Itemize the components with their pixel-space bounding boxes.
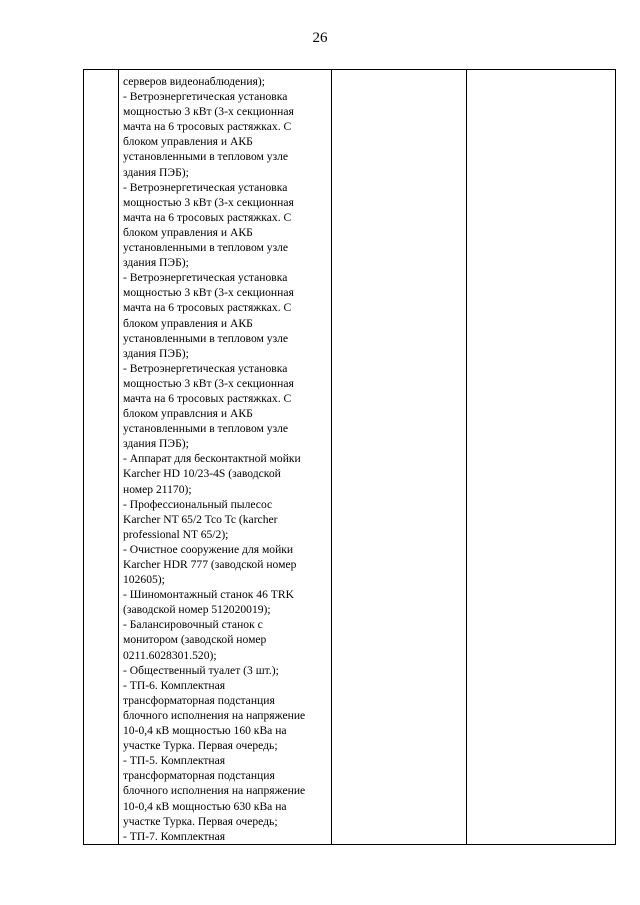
description-line: professional NT 65/2); bbox=[123, 527, 229, 541]
description-line: блоком управления и АКБ bbox=[123, 316, 253, 330]
description-line: мачта на 6 тросовых растяжках. С bbox=[123, 391, 292, 405]
description-line: Karcher NT 65/2 Tco Tc (karcher bbox=[123, 512, 278, 526]
description-cell bbox=[119, 70, 332, 845]
page-number: 26 bbox=[312, 30, 328, 46]
description-line: мачта на 6 тросовых растяжках. С bbox=[123, 210, 292, 224]
empty-cell bbox=[467, 70, 616, 845]
description-line: трансформаторная подстанция bbox=[123, 693, 275, 707]
description-line: мощностью 3 кВт (3-х секционная bbox=[123, 195, 294, 209]
description-line: - Ветроэнергетическая установка bbox=[123, 180, 288, 194]
description-line: (заводской номер 512020019); bbox=[123, 603, 271, 617]
description-line: Karcher HDR 777 (заводской номер bbox=[123, 558, 297, 571]
description-line: - ТП-6. Комплектная bbox=[123, 678, 226, 692]
description-line: 10-0,4 кВ мощностью 160 кВа на bbox=[123, 724, 287, 738]
description-line: - Ветроэнергетическая установка bbox=[123, 90, 288, 104]
description-line: участке Турка. Первая очередь; bbox=[123, 739, 278, 753]
row-number-cell bbox=[84, 70, 119, 845]
description-line: здания ПЭБ); bbox=[123, 346, 189, 360]
description-line: 0211.6028301.520); bbox=[123, 648, 217, 662]
description-line: блоком управления и АКБ bbox=[123, 135, 253, 149]
description-line: мощностью 3 кВт (3-х секционная bbox=[123, 376, 294, 390]
description-line: трансформаторная подстанция bbox=[123, 769, 275, 783]
description-line: блочного исполнения на напряжение bbox=[123, 708, 306, 722]
description-line: - ТП-5. Комплектная bbox=[123, 754, 226, 768]
description-line: установленными в тепловом узле bbox=[123, 422, 289, 436]
description-text bbox=[119, 70, 331, 844]
description-line: здания ПЭБ); bbox=[123, 256, 189, 270]
description-line: мачта на 6 тросовых растяжках. С bbox=[123, 301, 292, 315]
description-line: монитором (заводской номер bbox=[123, 633, 267, 647]
description-line: - Шиномонтажный станок 46 TRK bbox=[123, 588, 294, 602]
description-line: установленными в тепловом узле bbox=[123, 331, 289, 345]
description-line: здания ПЭБ); bbox=[123, 437, 189, 451]
description-line: блоком управлсния и АКБ bbox=[123, 407, 253, 421]
description-line: номер 21170); bbox=[123, 482, 192, 496]
description-line: 102605); bbox=[123, 573, 165, 587]
description-line: - Очистное сооружение для мойки bbox=[123, 542, 294, 556]
description-line: мачта на 6 тросовых растяжках. С bbox=[123, 120, 292, 134]
description-line: - Аппарат для бесконтактной мойки bbox=[123, 452, 301, 466]
description-line: серверов видеонаблюдения); bbox=[123, 75, 265, 88]
description-line: - Балансировочный станок с bbox=[123, 618, 263, 632]
description-line: блоком управления и АКБ bbox=[123, 225, 253, 239]
description-line: здания ПЭБ); bbox=[123, 165, 189, 179]
description-line: - ТП-7. Комплектная bbox=[123, 829, 226, 843]
description-line: - Профессиональный пылесос bbox=[123, 497, 273, 511]
description-line: 10-0,4 кВ мощностью 630 кВа на bbox=[123, 799, 287, 813]
description-line: Karcher HD 10/23-4S (заводской bbox=[123, 467, 281, 481]
asset-table bbox=[83, 69, 616, 845]
description-line: - Ветроэнергетическая установка bbox=[123, 361, 288, 375]
description-line: участке Турка. Первая очередь; bbox=[123, 814, 278, 828]
description-line: - Ветроэнергетическая установка bbox=[123, 271, 288, 285]
description-line: блочного исполнения на напряжение bbox=[123, 784, 306, 798]
table-row bbox=[84, 70, 616, 845]
description-line: установленными в тепловом узле bbox=[123, 241, 289, 255]
empty-cell bbox=[332, 70, 467, 845]
description-line: установленными в тепловом узле bbox=[123, 150, 289, 164]
description-line: - Общественный туалет (3 шт.); bbox=[123, 663, 279, 677]
description-line: мощностью 3 кВт (3-х секционная bbox=[123, 105, 294, 119]
description-line: мощностью 3 кВт (3-х секционная bbox=[123, 286, 294, 300]
